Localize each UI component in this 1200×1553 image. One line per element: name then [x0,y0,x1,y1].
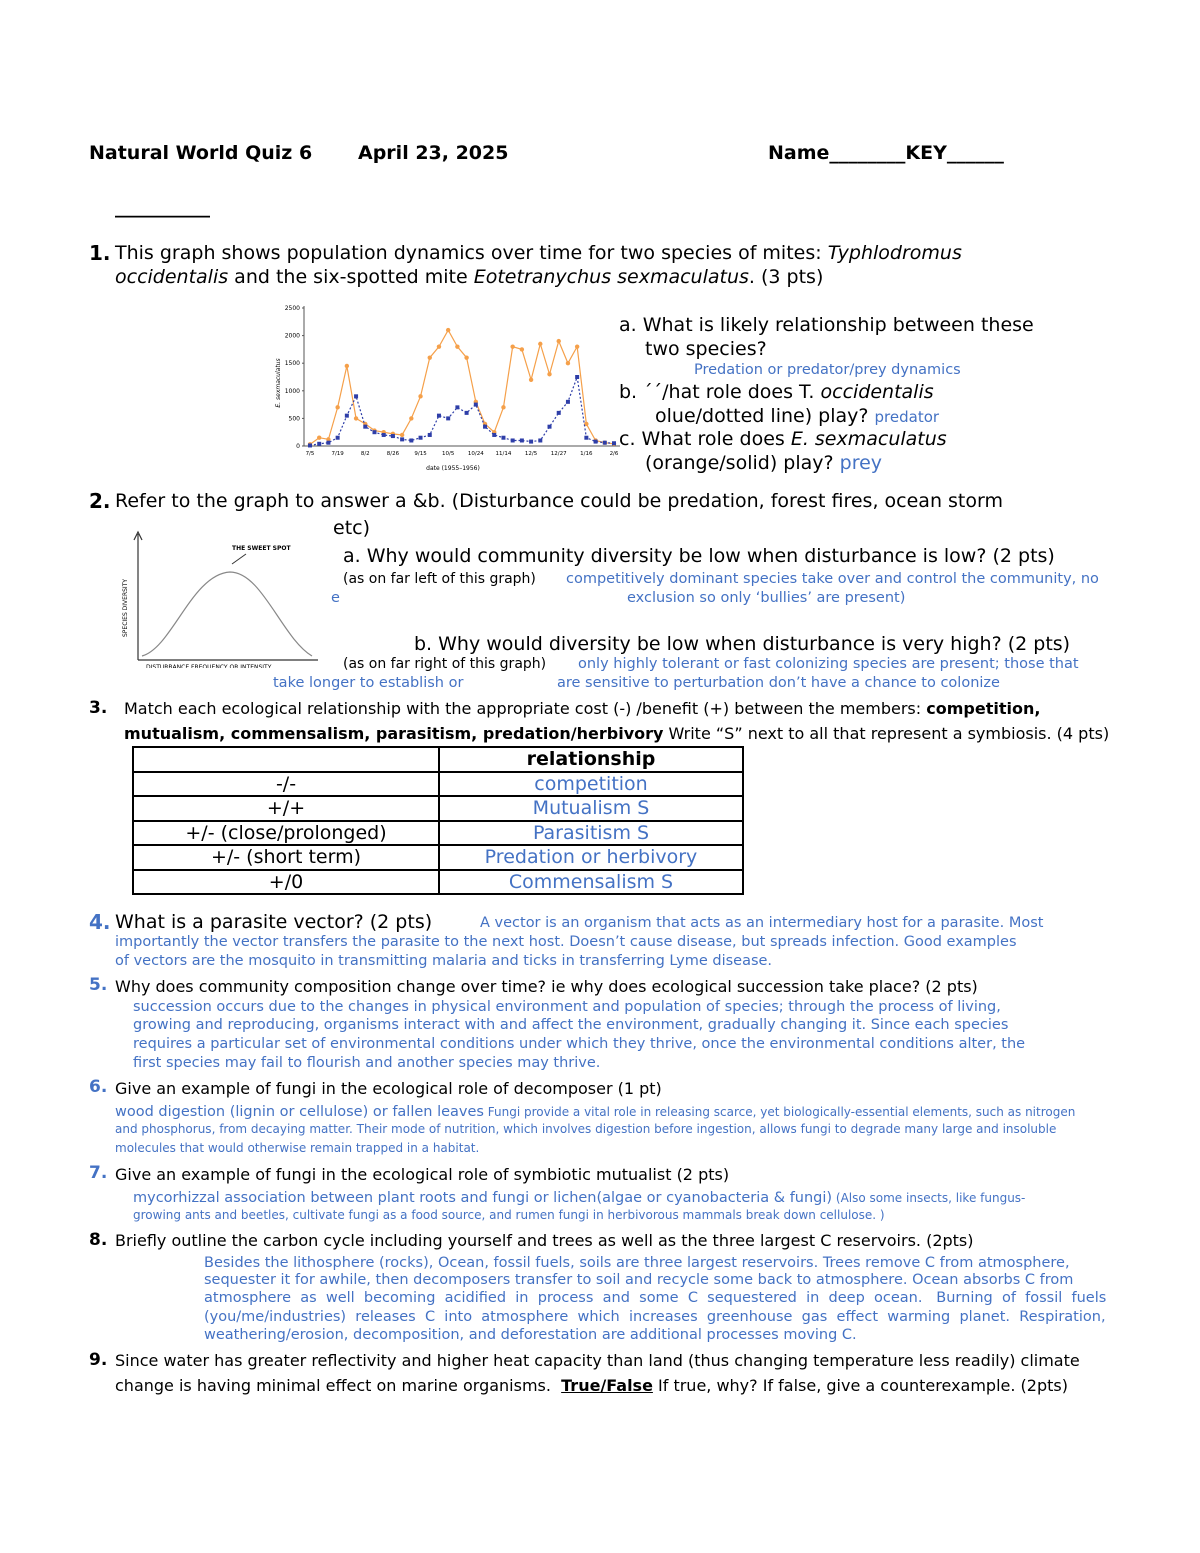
data-point-t-occidentalis [548,425,552,429]
name-field: Name________KEY______ [768,142,1004,164]
data-point-e-sexmaculatus [464,355,468,359]
q1a-answer: Predation or predator/prey dynamics [694,362,961,378]
relationship-table [132,746,744,895]
population-chart-svg [268,298,628,476]
relationship-cell: competition [439,772,743,797]
q2a-answer-line2: exclusion so only ‘bullies’ are present) [627,590,906,606]
q3-number: 3. [89,698,108,718]
data-point-e-sexmaculatus [575,344,579,348]
true-false-choice: True/False [561,1376,653,1395]
q4-number: 4. [89,910,111,934]
q4-answer-line3: of vectors are the mosquito in transmitting malaria and ticks in transferring Lyme disease. [115,953,773,969]
diagram-ylabel: SPECIES DIVERSITY [122,578,129,638]
x-tick-label: 2/6 [609,451,619,457]
chart-ylabel: E. sexmaculatus [275,358,282,408]
relationship-cell: Predation or herbivory [439,845,743,870]
diversity-curve [142,572,312,656]
q2a-answer: competitively dominant species take over and control the community, no [566,571,1099,587]
data-point-e-sexmaculatus [437,344,441,348]
data-point-e-sexmaculatus [510,344,514,348]
relationship-cell: Parasitism S [439,821,743,846]
data-point-t-occidentalis [557,411,561,415]
data-point-t-occidentalis [372,430,376,434]
sweet-spot-label: THE SWEET SPOT [232,545,291,552]
sweet-spot-arrow [232,554,246,564]
data-point-e-sexmaculatus [520,347,524,351]
x-tick-label: 8/26 [386,451,400,457]
data-point-t-occidentalis [538,438,542,442]
q9-number: 9. [89,1350,108,1370]
data-point-e-sexmaculatus [557,339,561,343]
data-point-t-occidentalis [501,436,505,440]
q5-text: Why does community composition change over time? ie why does ecological succession take place? (2 pts) [115,977,978,996]
table-row [133,870,743,895]
data-point-t-occidentalis [455,405,459,409]
data-point-t-occidentalis [409,438,413,442]
x-tick-label: 7/5 [305,451,315,457]
x-tick-label: 1/16 [580,451,593,457]
q1b-label-line2: olue/dotted line) play? predator [655,405,940,427]
data-point-t-occidentalis [529,440,533,444]
q9-text: Since water has greater reflectivity and higher heat capacity than land (thus changing temperature less readily) climate [115,1351,1080,1370]
q2-text: Refer to the graph to answer a &b. (Disturbance could be predation, forest fires, ocean storm [115,490,1003,512]
table-row [133,772,743,797]
q1a-label-line2: two species? [645,338,767,360]
data-point-e-sexmaculatus [400,433,404,437]
q6-number: 6. [89,1077,108,1097]
q8-text: Briefly outline the carbon cycle including yourself and trees as well as the three largest C reservoirs. (2pts) [115,1231,974,1250]
q2-number: 2. [89,489,111,513]
x-tick-label: 10/5 [442,451,455,457]
data-point-t-occidentalis [603,441,607,445]
q1c-answer: prey [839,452,883,474]
q1-text-line2: occidentalis and the six-spotted mite Eotetranychus sexmaculatus. (3 pts) [115,266,824,288]
q8-answer-line2: sequester it for awhile, then decomposers transfer to soil and recycle some back to atmosphere. Ocean absorbs C from [204,1272,1074,1288]
q2b-answer-line3: are sensitive to perturbation don’t have a chance to colonize [557,675,1000,691]
y-tick-label: 2000 [284,332,300,340]
q4-text: What is a parasite vector? (2 pts) [115,911,433,933]
q3-text-line2: mutualism, commensalism, parasitism, predation/herbivory Write “S” next to all that represent a symbiosis. (4 pts) [124,724,1110,743]
q8-number: 8. [89,1230,108,1250]
table-header-cost [133,747,439,772]
disturbance-diagram [112,528,322,668]
data-point-e-sexmaculatus [418,394,422,398]
q1a-label: a. What is likely relationship between these [619,314,1034,336]
data-point-e-sexmaculatus [446,328,450,332]
data-point-e-sexmaculatus [335,405,339,409]
data-point-t-occidentalis [382,433,386,437]
q5-number: 5. [89,975,108,995]
y-tick-label: 1000 [284,387,300,395]
q5-answer-line3: requires a particular set of environmental conditions under which they thrive, once the environmental conditions alter, the [133,1036,1026,1052]
series-line-e-sexmaculatus [310,330,614,444]
q1b-answer: predator [874,408,940,426]
x-tick-label: 11/14 [495,451,512,457]
q5-answer-line2: growing and reproducing, organisms interact with and affect the environment, gradually changing it. Since each species [133,1017,1009,1033]
cost-cell: +/- (close/prolonged) [133,821,439,846]
x-tick-label: 12/5 [524,451,538,457]
table-row [133,796,743,821]
data-point-e-sexmaculatus [501,405,505,409]
data-point-e-sexmaculatus [547,372,551,376]
x-tick-label: 7/19 [331,451,344,457]
diagram-xlabel: DISTURBANCE FREQUENCY OR INTENSITY [146,664,272,668]
q8-answer-line3: atmosphere as well becoming acidified in process and some C sequestered in deep ocean. Burning of fossil fuels [204,1290,1107,1306]
data-point-t-occidentalis [575,375,579,379]
q6-text: Give an example of fungi in the ecological role of decomposer (1 pt) [115,1079,662,1098]
q4-answer-line1: A vector is an organism that acts as an intermediary host for a parasite. Most [480,915,1044,931]
data-point-t-occidentalis [584,436,588,440]
q4-answer-line2: importantly the vector transfers the parasite to the next host. Doesn’t cause disease, but spreads infection. Good examples [115,934,1017,950]
data-point-t-occidentalis [474,403,478,407]
y-tick-label: 500 [288,415,300,423]
cost-cell: +/0 [133,870,439,895]
q8-answer-line5: weathering/erosion, decomposition, and deforestation are additional processes moving C. [204,1327,857,1343]
data-point-t-occidentalis [465,411,469,415]
data-point-t-occidentalis [520,438,524,442]
chart-xlabel: date (1955–1956) [426,465,480,472]
relationship-cell: Commensalism S [439,870,743,895]
name-underline: __________ [115,196,210,218]
data-point-t-occidentalis [317,442,321,446]
y-tick-label: 0 [296,443,300,450]
quiz-date: April 23, 2025 [358,142,509,164]
data-point-t-occidentalis [308,443,312,447]
data-point-t-occidentalis [354,394,358,398]
data-point-e-sexmaculatus [529,378,533,382]
data-point-t-occidentalis [336,436,340,440]
y-tick-label: 1500 [284,360,300,368]
q1c-label-line2: (orange/solid) play? prey [645,452,883,474]
q2a-label: a. Why would community diversity be low when disturbance is low? (2 pts) [343,545,1055,567]
q2-text-line2: etc) [333,517,370,539]
data-point-t-occidentalis [511,438,515,442]
series-line-t-occidentalis [310,377,614,445]
data-point-t-occidentalis [428,433,432,437]
q2a-answer-e: e [331,590,340,606]
cost-cell: -/- [133,772,439,797]
data-point-t-occidentalis [437,414,441,418]
q7-number: 7. [89,1163,108,1183]
x-tick-label: 9/15 [414,451,427,457]
population-chart [268,298,628,476]
x-tick-label: 10/24 [467,451,484,457]
data-point-e-sexmaculatus [354,416,358,420]
cost-cell: +/+ [133,796,439,821]
x-tick-label: 8/2 [360,451,370,457]
data-point-e-sexmaculatus [345,364,349,368]
q2b-label: b. Why would diversity be low when disturbance is very high? (2 pts) [414,633,1071,655]
data-point-e-sexmaculatus [317,436,321,440]
data-point-t-occidentalis [419,436,423,440]
disturbance-diagram-svg [112,528,322,668]
q9-text-line2: change is having minimal effect on marine organisms. True/False If true, why? If false, give a counterexample. (2pts) [115,1376,1068,1395]
q6-answer-line2: and phosphorus, from decaying matter. Their mode of nutrition, which involves digestion before ingestion, allows fungi to degrade many large and insoluble [115,1122,1057,1136]
q6-answer: wood digestion (lignin or cellulose) or fallen leaves Fungi provide a vital role in releasing scarce, yet biologically-essential elements, such as nitrogen [115,1104,1076,1120]
q7-answer: mycorhizzal association between plant roots and fungi or lichen(algae or cyanobacteria & fungi) (Also some insects, like fungus- [133,1190,1026,1206]
q2b-answer: only highly tolerant or fast colonizing species are present; those that [578,656,1079,672]
data-point-t-occidentalis [612,441,616,445]
data-point-e-sexmaculatus [538,342,542,346]
data-point-t-occidentalis [363,425,367,429]
q6-answer-line3: molecules that would otherwise remain trapped in a habitat. [115,1141,480,1155]
q2b-answer-line2: take longer to establish or [273,675,464,691]
q3-text: Match each ecological relationship with the appropriate cost (-) /benefit (+) between the members: competition, [124,699,1041,718]
data-point-t-occidentalis [391,434,395,438]
data-point-e-sexmaculatus [409,416,413,420]
q1c-label: c. What role does E. sexmaculatus [619,428,947,450]
q5-answer-line1: succession occurs due to the changes in physical environment and population of species; through the process of living, [133,999,1001,1015]
q1-number: 1. [89,241,111,265]
q7-answer-line2: growing ants and beetles, cultivate fungi as a food source, and rumen fungi in herbivorous mammals break down cellulose. ) [133,1208,885,1222]
data-point-t-occidentalis [594,440,598,444]
q2b-note: (as on far right of this graph) [343,656,547,672]
q2a-note: (as on far left of this graph) [343,571,536,587]
q5-answer-line4: first species may fail to flourish and another species may thrive. [133,1055,601,1071]
q7-text: Give an example of fungi in the ecological role of symbiotic mutualist (2 pts) [115,1165,730,1184]
q1b-label: b. ´´/hat role does T. occidentalis [619,381,934,403]
table-row [133,821,743,846]
quiz-title: Natural World Quiz 6 [89,142,313,164]
y-tick-label: 2500 [284,305,300,312]
q1-text: This graph shows population dynamics over time for two species of mites: Typhlodromus [115,242,962,264]
data-point-t-occidentalis [566,400,570,404]
cost-cell: +/- (short term) [133,845,439,870]
data-point-e-sexmaculatus [428,355,432,359]
data-point-t-occidentalis [345,414,349,418]
data-point-e-sexmaculatus [566,361,570,365]
table-header-row [133,747,743,772]
q8-answer-line4: (you/me/industries) releases C into atmosphere which increases greenhouse gas effect warming planet. Respiration, [204,1309,1106,1325]
table-row [133,845,743,870]
data-point-t-occidentalis [483,425,487,429]
data-point-t-occidentalis [492,433,496,437]
data-point-t-occidentalis [326,441,330,445]
relationship-cell: Mutualism S [439,796,743,821]
data-point-t-occidentalis [400,437,404,441]
q8-answer-line1: Besides the lithosphere (rocks), Ocean, fossil fuels, soils are three largest reservoirs. Trees remove C from atmosphere, [204,1255,1070,1271]
data-point-e-sexmaculatus [455,344,459,348]
data-point-t-occidentalis [446,416,450,420]
x-tick-label: 12/27 [550,451,567,457]
table-header-relationship: relationship [439,747,743,772]
